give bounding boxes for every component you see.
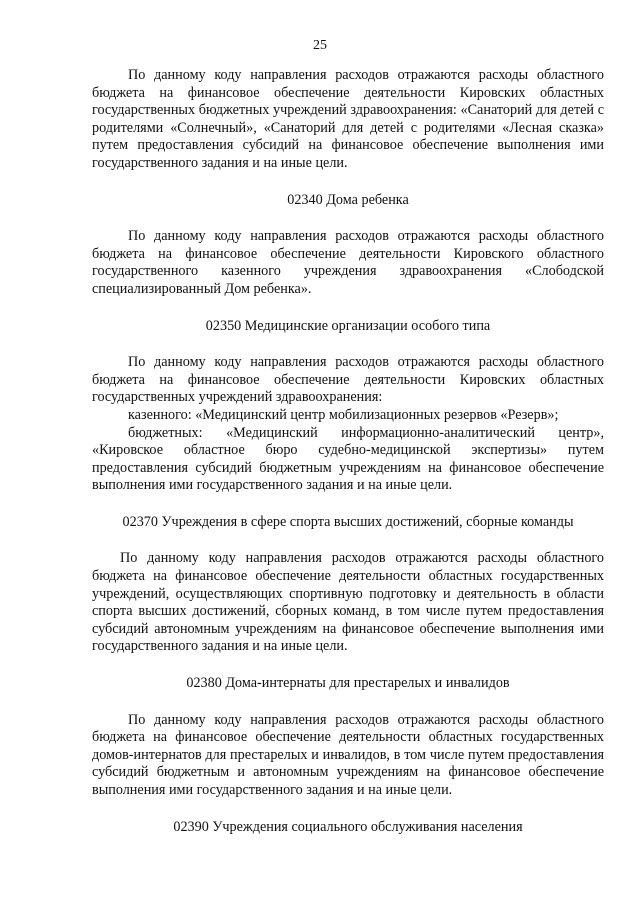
subline-budget-institutions: бюджетных: «Медицинский информационно-аналитический центр», «Кировское областное бюро судебно-медицинской экспертизы» путем предоставления субсидий бюджетным учреждениям на финансовое обеспечение выполнения ими государственного задания и на иные цели. (92, 424, 604, 494)
heading-02390: 02390 Учреждения социального обслуживания населения (173, 818, 523, 835)
paragraph-sport: По данному коду направления расходов отражаются расходы областного бюджета на финансовое обеспечение деятельности областных государственных учреждений, осуществляющих спортивную подготовку и деятельность в области спорта высших достижений, сборных команд, в том числе путем предоставления субсидий автономным учреждениям на финансовое обеспечение выполнения ими государственного задания и на иные цели. (92, 550, 604, 655)
page-number: 25 (313, 38, 327, 53)
paragraph-children-homes: По данному коду направления расходов отражаются расходы областного бюджета на финансовое обеспечение деятельности Кировского областного государственного казенного учреждения здравоохранения «Слободской специализированный Дом ребенка». (92, 228, 604, 297)
paragraph-special-medical: По данному коду направления расходов отражаются расходы областного бюджета на финансовое обеспечение деятельности Кировских областных государственных учреждений здравоохранения: (92, 354, 604, 406)
heading-02380: 02380 Дома-интернаты для престарелых и инвалидов (186, 675, 510, 692)
subline-state-institution: казенного: «Медицинский центр мобилизационных резервов «Резерв»; (128, 406, 559, 423)
paragraph-sanatoriums: По данному коду направления расходов отражаются расходы областного бюджета на финансовое обеспечение деятельности Кировских областных государственных бюджетных учреждений здравоохранения: «Санаторий для детей с родителями «Солнечный», «Санаторий для детей с родителями «Лесная сказка» путем предоставления субсидий на финансовое обеспечение выполнения ими государственного задания и на иные цели. (92, 67, 604, 171)
heading-02340: 02340 Дома ребенка (287, 191, 409, 208)
document-body (92, 67, 604, 836)
heading-02350: 02350 Медицинские организации особого типа (205, 317, 491, 334)
heading-02370: 02370 Учреждения в сфере спорта высших достижений, сборные команды (122, 513, 574, 530)
paragraph-nursing-homes: По данному коду направления расходов отражаются расходы областного бюджета на финансовое обеспечение деятельности областных государственных домов-интернатов для престарелых и инвалидов, в том числе путем предоставления субсидий бюджетным и автономным учреждениям на финансовое обеспечение выполнения ими государственного задания и на иные цели. (92, 711, 604, 798)
